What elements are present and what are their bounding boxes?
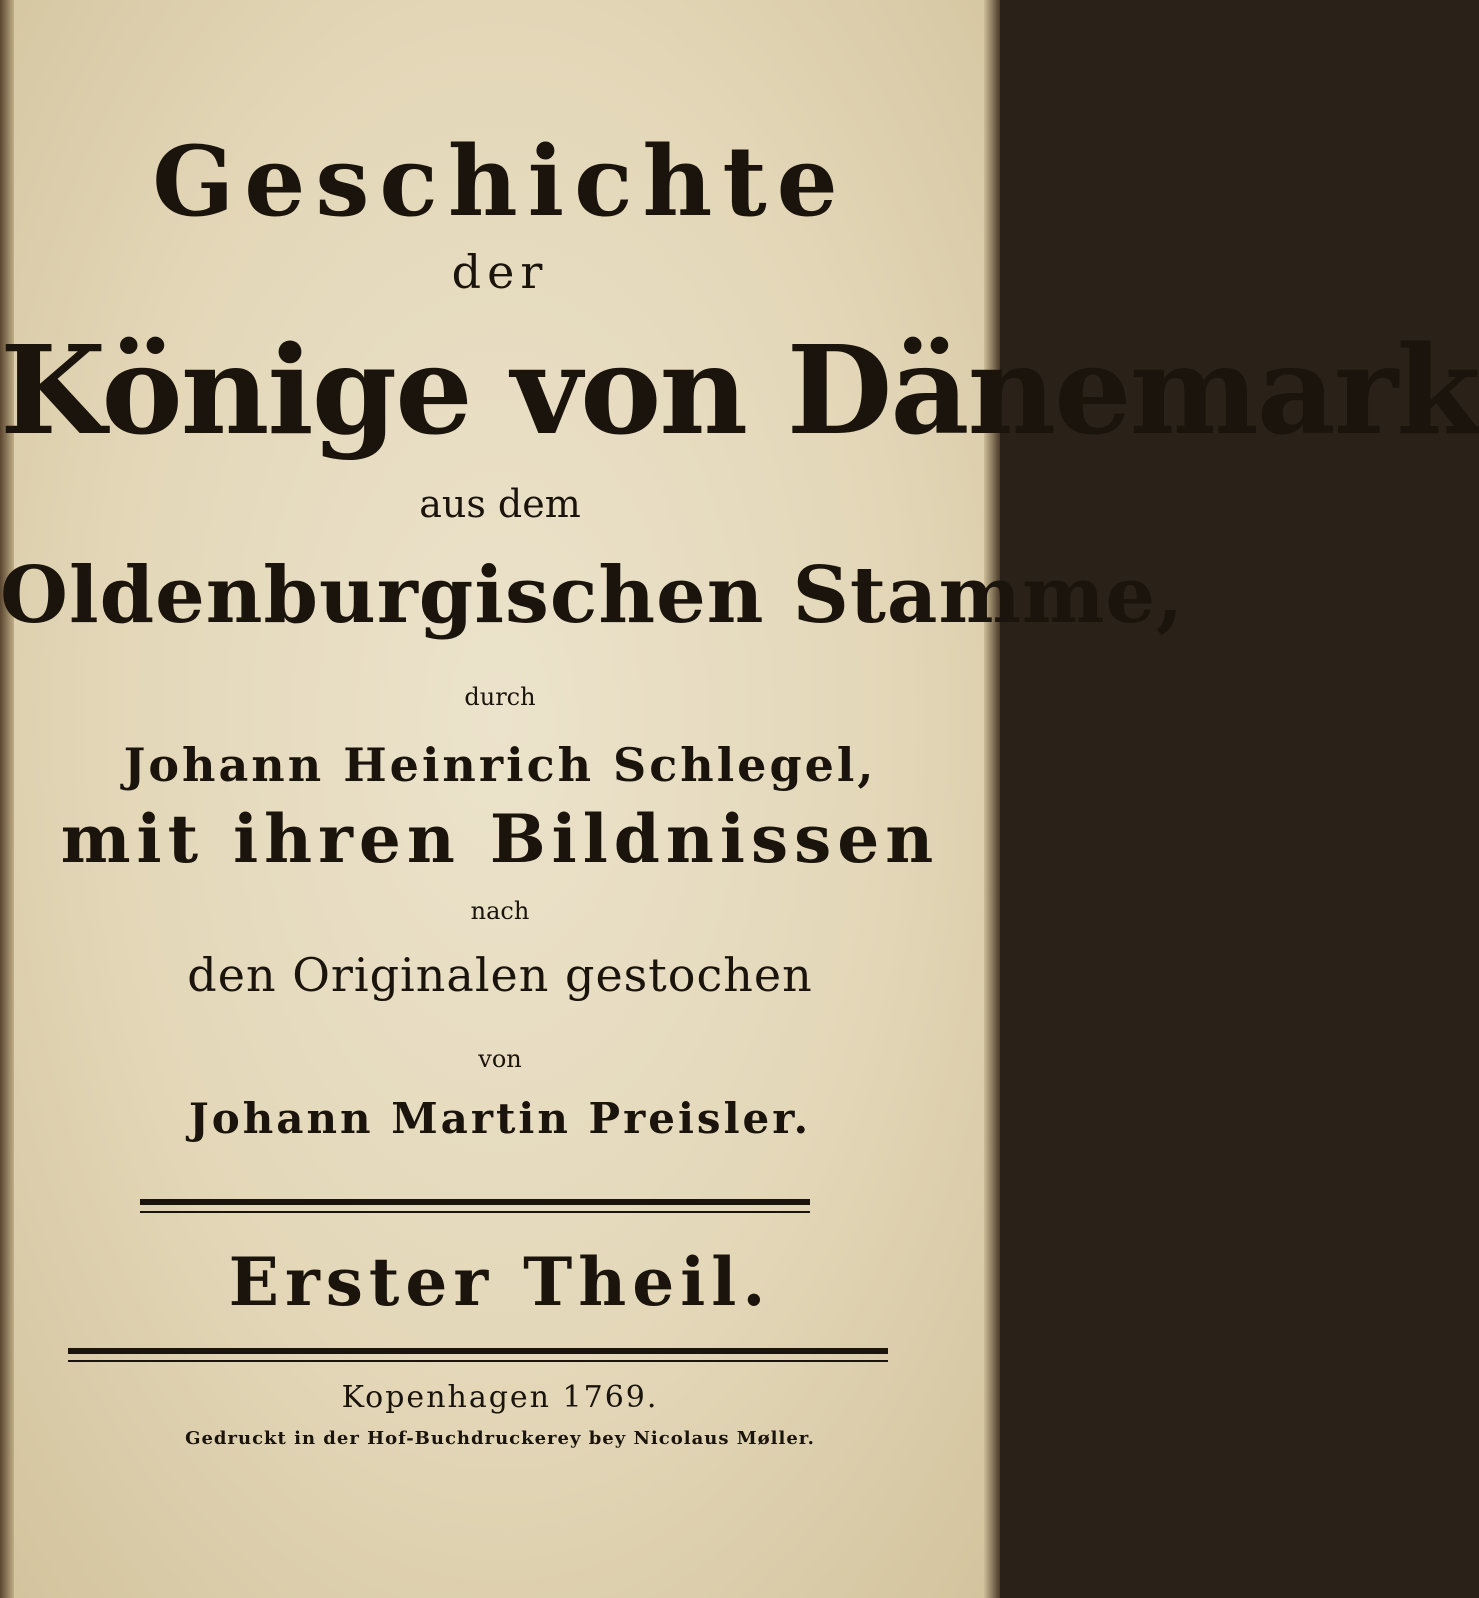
divider-rule-lower	[68, 1348, 888, 1354]
imprint-place-year: Kopenhagen 1769.	[341, 1380, 659, 1415]
title-den-originalen-gestochen: den Originalen gestochen	[187, 948, 813, 1002]
divider-rule-upper	[140, 1199, 810, 1205]
title-durch: durch	[464, 683, 536, 711]
title-mit-ihren-bildnissen: mit ihren Bildnissen	[60, 800, 940, 878]
title-von: von	[478, 1045, 522, 1073]
title-nach: nach	[470, 897, 530, 925]
divider-rule-upper-thin	[140, 1211, 810, 1213]
divider-rule-lower-thin	[68, 1360, 888, 1362]
part-label: Erster Theil.	[228, 1243, 772, 1321]
title-aus-dem: aus dem	[419, 482, 581, 526]
page-edge-right	[984, 0, 1000, 1598]
engraver-name: Johann Martin Preisler.	[188, 1094, 812, 1143]
author-name: Johann Heinrich Schlegel,	[123, 738, 877, 792]
imprint-printer: Gedruckt in der Hof-Buchdruckerey bey Nicolaus Møller.	[185, 1428, 815, 1449]
title-koenige-von-daenemark: Könige von Dänemark	[0, 318, 1479, 462]
title-oldenburgischen-stamme: Oldenburgischen Stamme,	[0, 550, 1185, 641]
title-der: der	[451, 245, 549, 299]
title-geschichte: Geschichte	[152, 125, 848, 238]
page-edge-left	[0, 0, 14, 1598]
